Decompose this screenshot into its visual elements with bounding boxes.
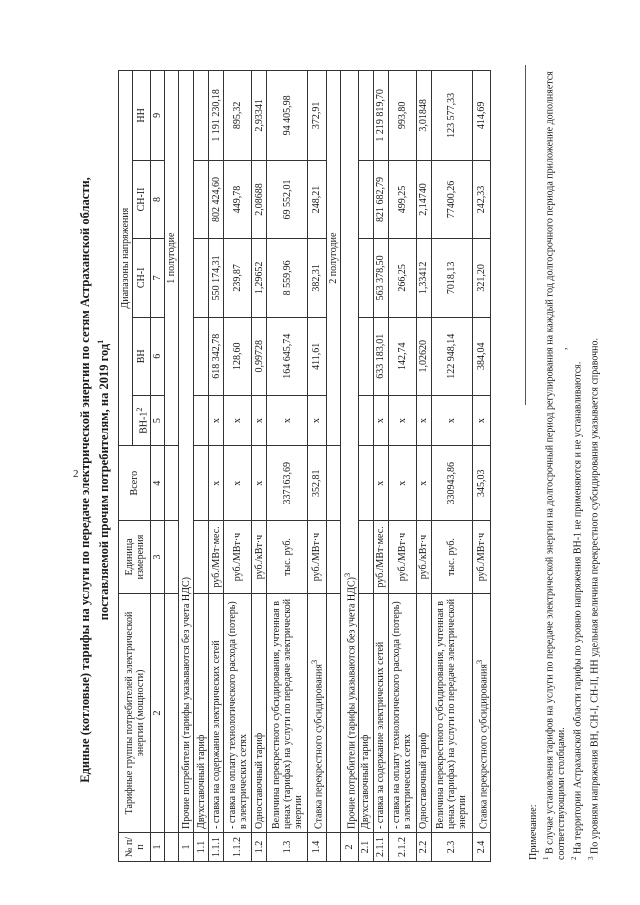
- row-nn: 1 191 230,18: [209, 71, 224, 161]
- header-vn1-sup: 2: [135, 407, 144, 412]
- row-vn: 164 645,74: [267, 317, 308, 395]
- title-line-2-text: поставляемой прочим потребителям, на 2019 год: [97, 343, 112, 621]
- row-nn: 372,91: [308, 71, 326, 161]
- row-total: х: [209, 446, 224, 521]
- row-sn2: 242,33: [472, 160, 490, 238]
- column-number-cell: 8: [151, 160, 165, 238]
- row-nn: 993,80: [388, 71, 416, 161]
- row-sn2: 499,25: [388, 160, 416, 238]
- row-name: [472, 594, 490, 833]
- row-name-text: - ставка на содержание электрических сетей: [210, 640, 222, 829]
- row-name-text: Двухставочный тариф: [195, 734, 207, 829]
- row-vn1: [194, 395, 209, 445]
- row-name: [194, 594, 209, 833]
- row-name: [252, 594, 267, 833]
- row-sn2: [194, 160, 209, 238]
- row-sn2: 69 552,01: [267, 160, 308, 238]
- row-name: [267, 594, 308, 833]
- row-sn1: 1,29652: [252, 239, 267, 317]
- row-vn: [194, 317, 209, 395]
- row-number: 2.1.1: [373, 833, 388, 862]
- row-vn: 618 342,78: [209, 317, 224, 395]
- row-nn: 414,69: [472, 71, 490, 161]
- row-unit: руб./МВт·ч: [388, 521, 416, 594]
- notes: [528, 70, 601, 860]
- header-ranges: Диапазоны напряжения: [119, 71, 133, 446]
- row-name: [431, 594, 472, 833]
- row-total: х: [416, 446, 431, 521]
- stray-mark: ,: [558, 347, 569, 350]
- row-name-text: Ставка перекрестного субсидирования: [313, 664, 325, 829]
- row-unit: руб./МВт·мес.: [209, 521, 224, 594]
- section-title-sup: 3: [342, 572, 352, 578]
- row-vn1: х: [388, 395, 416, 445]
- table-row: [194, 71, 209, 862]
- note-3-mark: 3: [586, 856, 595, 860]
- row-name-text: Двухставочный тариф: [360, 734, 372, 829]
- row-vn1: [358, 395, 373, 445]
- tariff-table: [118, 70, 491, 862]
- column-number-row: [151, 71, 165, 862]
- row-sn1: [194, 239, 209, 317]
- row-number: 1.2: [252, 833, 267, 862]
- title-footnote-mark: 1: [96, 339, 105, 344]
- header-group: Тарифные группы потребителей электрической энергии (мощности): [119, 594, 151, 833]
- row-vn1: х: [308, 395, 326, 445]
- row-sn2: 248,21: [308, 160, 326, 238]
- header-total: Всего: [119, 446, 151, 521]
- note-2-mark: 2: [570, 856, 579, 860]
- row-vn: 0,99728: [252, 317, 267, 395]
- note-2: [568, 70, 584, 860]
- row-unit: руб./МВт·мес.: [373, 521, 388, 594]
- row-number: 2.4: [472, 833, 490, 862]
- row-vn: 122 948,14: [431, 317, 472, 395]
- row-vn1: х: [373, 395, 388, 445]
- section-header-row: [340, 71, 358, 862]
- row-number: 1.1: [194, 833, 209, 862]
- row-sn2: 2,08688: [252, 160, 267, 238]
- header-vn1: [133, 395, 151, 445]
- column-number-cell: 9: [151, 71, 165, 161]
- row-total: х: [224, 446, 252, 521]
- row-vn: 1,02620: [416, 317, 431, 395]
- row-nn: [194, 71, 209, 161]
- row-nn: 895,32: [224, 71, 252, 161]
- row-number: 1.3: [267, 833, 308, 862]
- row-name-text: - ставка за содержание электрических сетей: [375, 641, 387, 829]
- row-vn: [358, 317, 373, 395]
- row-sn1: 7018,13: [431, 239, 472, 317]
- row-vn1: х: [224, 395, 252, 445]
- row-vn1: х: [472, 395, 490, 445]
- notes-heading: Примечание:: [528, 804, 539, 860]
- row-total: 330943,86: [431, 446, 472, 521]
- row-total: 345,03: [472, 446, 490, 521]
- section-number: 1: [179, 833, 194, 862]
- column-number-cell: 1: [151, 833, 165, 862]
- column-number-cell: 2: [151, 594, 165, 833]
- note-3-text: По уровням напряжения ВН, СН-I, СН-II, НН удельная величина перекрестного субсидирования указывается справочно.: [588, 338, 600, 854]
- row-name: [224, 594, 252, 833]
- row-number: 2.2: [416, 833, 431, 862]
- section-number: 2: [340, 833, 358, 862]
- row-unit: тыс. руб.: [431, 521, 472, 594]
- header-vn: ВН: [133, 317, 151, 395]
- column-number-cell: 7: [151, 239, 165, 317]
- row-unit: руб./кВт·ч: [416, 521, 431, 594]
- row-vn: 384,04: [472, 317, 490, 395]
- title-line-1: Единые (котловые) тарифы на услуги по передаче электрической энергии по сетям Астраханской области,: [78, 177, 92, 783]
- note-3: [585, 70, 601, 860]
- table-row: [308, 71, 326, 862]
- row-name: [416, 594, 431, 833]
- table-row: [252, 71, 267, 862]
- row-name-text: Одноставочный тариф: [418, 732, 430, 829]
- period-label: 1 полугодие: [165, 71, 179, 446]
- row-name-sup: 3: [310, 659, 320, 665]
- row-sn1: 382,31: [308, 239, 326, 317]
- row-unit: руб./МВт·ч: [308, 521, 326, 594]
- row-number: 2.1: [358, 833, 373, 862]
- rotated-page: [70, 50, 630, 880]
- row-vn: 142,74: [388, 317, 416, 395]
- period-empty-cell: [165, 446, 179, 521]
- period-row: [165, 71, 179, 862]
- header-no: № п/п: [119, 833, 151, 862]
- row-sn1: 239,87: [224, 239, 252, 317]
- row-sn1: 266,25: [388, 239, 416, 317]
- row-name-text: Величина перекрестного субсидирования, учтенная в ценах (тарифах) на услуги по передаче электрической энергии: [270, 598, 304, 829]
- row-name: [209, 594, 224, 833]
- row-nn: 94 405,98: [267, 71, 308, 161]
- row-total: 352,81: [308, 446, 326, 521]
- page-number: 2: [73, 468, 79, 480]
- row-name-text: Величина перекрестного субсидирования, учтенная в ценах (тарифах) на услуги по передаче электрической энергии: [435, 598, 469, 829]
- table-row: [373, 71, 388, 862]
- table-row: [388, 71, 416, 862]
- period-row: [326, 71, 340, 862]
- row-number: 2.1.2: [388, 833, 416, 862]
- row-vn1: х: [267, 395, 308, 445]
- period-empty-cell: [165, 833, 179, 862]
- row-sn2: 77400,26: [431, 160, 472, 238]
- row-vn: 633 183,01: [373, 317, 388, 395]
- period-empty-cell: [326, 594, 340, 833]
- column-number-cell: 5: [151, 395, 165, 445]
- section-title: [179, 71, 194, 833]
- row-unit: руб./кВт·ч: [252, 521, 267, 594]
- row-sn1: 8 559,96: [267, 239, 308, 317]
- row-name-text: Ставка перекрестного субсидирования: [478, 664, 490, 829]
- column-number-cell: 3: [151, 521, 165, 594]
- row-number: 1.1.2: [224, 833, 252, 862]
- row-sn1: 550 174,31: [209, 239, 224, 317]
- section-title-text: Прочие потребители (тарифы указываются без учета НДС): [345, 577, 357, 829]
- row-sn1: 1,33412: [416, 239, 431, 317]
- table-row: [209, 71, 224, 862]
- row-name-sup: 3: [474, 659, 484, 665]
- table-row: [358, 71, 373, 862]
- table-row: [431, 71, 472, 862]
- period-empty-cell: [165, 521, 179, 594]
- header-sn2: СН-II: [133, 160, 151, 238]
- row-unit: руб./МВт·ч: [224, 521, 252, 594]
- row-nn: 1 219 819,70: [373, 71, 388, 161]
- table-row: [416, 71, 431, 862]
- row-sn1: 563 378,50: [373, 239, 388, 317]
- row-number: 1.4: [308, 833, 326, 862]
- row-unit: [194, 521, 209, 594]
- row-name: [388, 594, 416, 833]
- row-total: х: [373, 446, 388, 521]
- row-total: х: [388, 446, 416, 521]
- row-vn: 411,61: [308, 317, 326, 395]
- notes-separator: [525, 65, 526, 405]
- column-number-cell: 6: [151, 317, 165, 395]
- row-total: 337163,69: [267, 446, 308, 521]
- row-total: [194, 446, 209, 521]
- row-vn1: х: [416, 395, 431, 445]
- table-row: [224, 71, 252, 862]
- header-nn: НН: [133, 71, 151, 161]
- header-sn1: СН-I: [133, 239, 151, 317]
- row-name-text: Одноставочный тариф: [253, 732, 265, 829]
- row-vn: 128,60: [224, 317, 252, 395]
- row-sn2: 449,78: [224, 160, 252, 238]
- row-unit: [358, 521, 373, 594]
- header-unit: Единица измерения: [119, 521, 151, 594]
- row-nn: 3,01848: [416, 71, 431, 161]
- row-sn1: 321,20: [472, 239, 490, 317]
- row-name-text: - ставка на оплату технологического расхода (потерь) в электрических сетях: [226, 601, 249, 829]
- table-row: [472, 71, 490, 862]
- table-row: [267, 71, 308, 862]
- row-nn: 2,93341: [252, 71, 267, 161]
- row-vn1: х: [252, 395, 267, 445]
- period-empty-cell: [326, 833, 340, 862]
- row-name: [373, 594, 388, 833]
- row-name-text: - ставка на оплату технологического расхода (потерь) в электрических сетях: [391, 601, 414, 829]
- row-number: 2.3: [431, 833, 472, 862]
- header-vn1-text: ВН-1: [138, 411, 150, 434]
- row-sn2: [358, 160, 373, 238]
- row-unit: тыс. руб.: [267, 521, 308, 594]
- period-empty-cell: [165, 594, 179, 833]
- note-1-text: В случае установления тарифов на услуги по передаче электрической энергии на долгосрочный период регулирования на каждый год долгосрочного периода приложение дополняется соответствующими столбцами.: [544, 71, 568, 860]
- section-title-text: Прочие потребители (тарифы указываются без учета НДС): [180, 577, 192, 829]
- period-label: 2 полугодие: [326, 71, 340, 446]
- row-sn2: 2,14740: [416, 160, 431, 238]
- period-empty-cell: [326, 521, 340, 594]
- row-vn1: х: [431, 395, 472, 445]
- row-nn: [358, 71, 373, 161]
- note-2-text: На территории Астраханской области тарифы по уровню напряжения ВН-1 не применяются и не устанавливаются.: [572, 361, 584, 854]
- row-total: х: [252, 446, 267, 521]
- tariff-table-body: [165, 71, 491, 862]
- section-header-row: [179, 71, 194, 862]
- column-number-cell: 4: [151, 446, 165, 521]
- row-name: [308, 594, 326, 833]
- section-title: [340, 71, 358, 833]
- row-total: [358, 446, 373, 521]
- period-empty-cell: [326, 446, 340, 521]
- row-nn: 123 577,33: [431, 71, 472, 161]
- note-1: [540, 70, 568, 860]
- row-number: 1.1.1: [209, 833, 224, 862]
- row-sn2: 802 424,60: [209, 160, 224, 238]
- row-name: [358, 594, 373, 833]
- note-1-mark: 1: [542, 856, 550, 860]
- document-title: [78, 100, 112, 860]
- row-unit: руб./МВт·ч: [472, 521, 490, 594]
- row-sn1: [358, 239, 373, 317]
- row-vn1: х: [209, 395, 224, 445]
- row-sn2: 821 682,79: [373, 160, 388, 238]
- title-line-2: [93, 100, 112, 860]
